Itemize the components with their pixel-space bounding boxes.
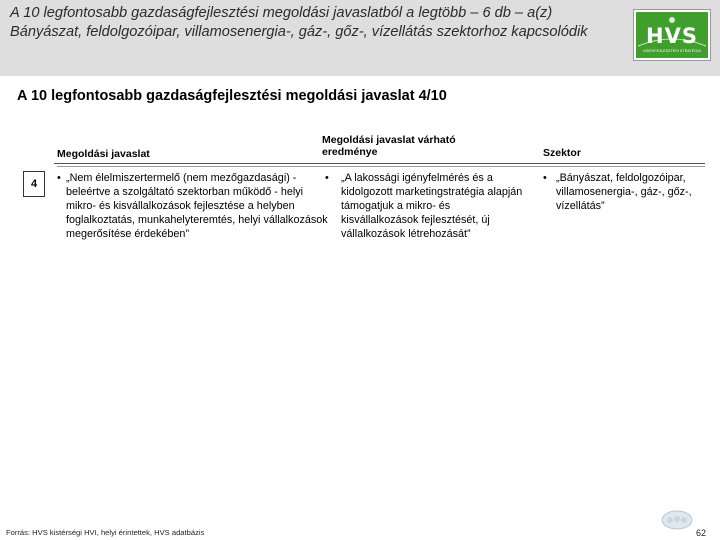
- header-rule: [322, 163, 540, 164]
- column-header-sector: Szektor: [543, 147, 581, 159]
- column-header-proposal: Megoldási javaslat: [57, 148, 150, 160]
- bullet: •: [57, 172, 61, 184]
- header-rule: [54, 163, 322, 164]
- expected-result-text: „A lakossági igényfelmérés és a kidolgozott marketingstratégia alapján támogatjuk a mikro- és kisvállalkozások fejlesztését, új vállalkozások létrehozását”: [341, 172, 523, 240]
- slide-title: A 10 legfontosabb gazdaságfejlesztési megoldási javaslatból a legtöbb – 6 db – a(z) Bányászat, feldolgozóipar, villamosenergia-, gáz-, gőz-, vízellátás szektorhoz kapcsolódik: [10, 5, 588, 40]
- header-rule: [540, 163, 705, 164]
- hvs-logo: [634, 10, 710, 60]
- row-number: 4: [23, 171, 45, 197]
- header-rule-secondary: [57, 166, 705, 167]
- proposal-text: „Nem élelmiszertermelő (nem mezőgazdasági) - beleértve a szolgáltató szektorban működő - helyi mikro- és kisvállalkozások fejlesztése a helyben foglalkoztatás, munkahelyteremtés, helyi vállalkozások megerősítése érdekében”: [66, 172, 328, 240]
- logo-text: HVS: [646, 24, 698, 48]
- bullet: •: [325, 172, 329, 184]
- footer-emblem-icon: [660, 508, 694, 532]
- page-heading: A 10 legfontosabb gazdaságfejlesztési megoldási javaslat 4/10: [17, 88, 447, 104]
- page-number: 62: [696, 528, 707, 538]
- bullet: •: [543, 172, 547, 184]
- logo-subtext: VIDÉKFEJLESZTÉSI STRATÉGIA: [643, 49, 701, 53]
- sector-text: „Bányászat, feldolgozóipar, villamosenergia-, gáz-, gőz-, vízellátás”: [556, 172, 692, 212]
- column-header-expected-result: Megoldási javaslat várható eredménye: [322, 134, 456, 158]
- footer-source: Forrás: HVS kistérségi HVI, helyi érintettek, HVS adatbázis: [6, 528, 205, 537]
